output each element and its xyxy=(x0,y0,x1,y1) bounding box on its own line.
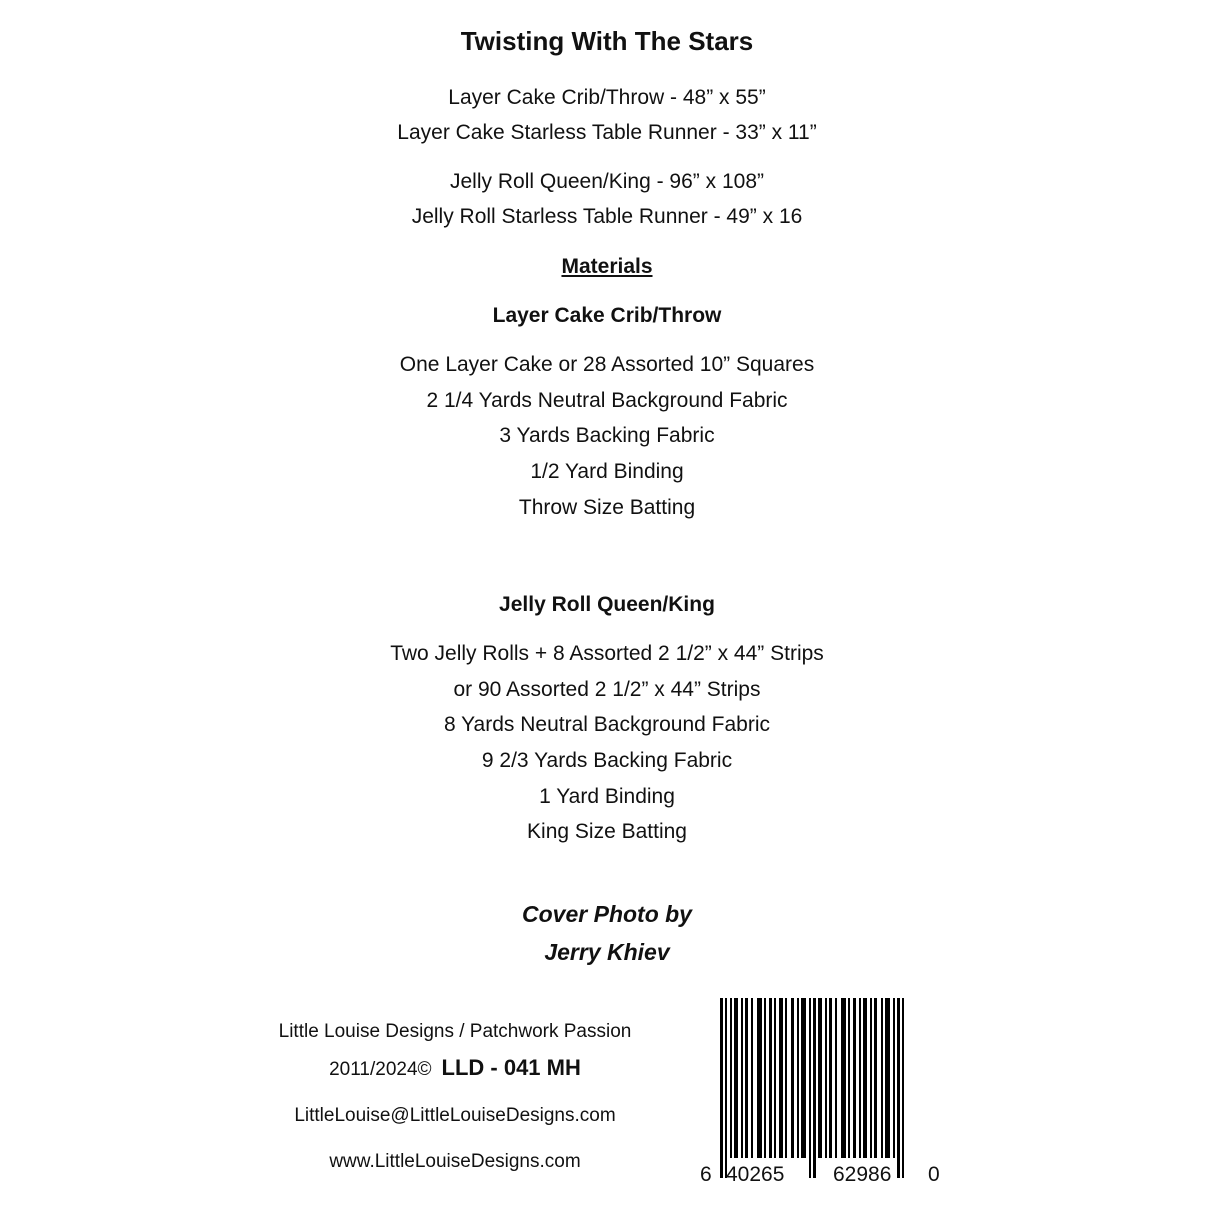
copyright-line xyxy=(205,1055,705,1081)
page-title: Twisting With The Stars xyxy=(460,26,754,56)
contact-email: LittleLouise@LittleLouiseDesigns.com xyxy=(294,1105,616,1126)
barcode-bar xyxy=(725,998,727,1178)
barcode-bar xyxy=(893,998,895,1158)
copyright-year: 2011/2024© xyxy=(329,1059,432,1080)
barcode-bar xyxy=(801,998,806,1158)
barcode-bar xyxy=(885,998,890,1158)
website-url: www.LittleLouiseDesigns.com xyxy=(329,1151,581,1172)
jelly-roll-material-item: or 90 Assorted 2 1/2” x 44” Strips xyxy=(453,678,761,701)
barcode-bar xyxy=(741,998,743,1158)
barcode-bar xyxy=(751,998,753,1158)
barcode-bar xyxy=(841,998,846,1158)
barcode-bar xyxy=(853,998,856,1158)
size-layer-cake-runner: Layer Cake Starless Table Runner - 33” x 11” xyxy=(397,121,817,144)
jelly-roll-material-item: King Size Batting xyxy=(527,820,687,843)
barcode-bar xyxy=(835,998,837,1158)
barcode-digit-group: 0 xyxy=(928,1163,940,1186)
barcode-bar xyxy=(881,998,883,1158)
barcode-bar xyxy=(859,998,861,1158)
barcode-bar xyxy=(797,998,799,1158)
jelly-roll-material-item: 9 2/3 Yards Backing Fabric xyxy=(481,749,733,772)
size-layer-cake-crib: Layer Cake Crib/Throw - 48” x 55” xyxy=(448,86,766,109)
cover-photo-credit-label: Cover Photo by xyxy=(522,901,692,927)
layer-cake-material-item: Throw Size Batting xyxy=(518,496,696,519)
barcode-bar xyxy=(791,998,794,1158)
jelly-roll-materials-title: Jelly Roll Queen/King xyxy=(499,593,715,616)
barcode-bar xyxy=(785,998,787,1158)
jelly-roll-material-item: 8 Yards Neutral Background Fabric xyxy=(443,713,771,736)
company-name: Little Louise Designs / Patchwork Passion xyxy=(278,1021,632,1042)
barcode-bar xyxy=(897,998,900,1178)
barcode-bar xyxy=(863,998,867,1158)
size-jelly-roll-queen: Jelly Roll Queen/King - 96” x 108” xyxy=(450,170,764,193)
barcode-bar xyxy=(809,998,811,1178)
barcode-bar xyxy=(730,998,732,1158)
barcode-bar xyxy=(874,998,877,1158)
barcode-bar xyxy=(734,998,738,1158)
layer-cake-material-item: 1/2 Yard Binding xyxy=(530,460,684,483)
barcode-bar xyxy=(870,998,872,1158)
pattern-code: LLD - 041 MH xyxy=(441,1055,581,1080)
barcode-digit-group: 6 xyxy=(700,1163,712,1186)
layer-cake-material-item: 2 1/4 Yards Neutral Background Fabric xyxy=(426,389,788,412)
barcode-bar xyxy=(902,998,904,1178)
barcode-bar xyxy=(779,998,783,1158)
materials-heading: Materials xyxy=(561,255,653,278)
barcode-bar xyxy=(848,998,850,1158)
size-jelly-roll-runner: Jelly Roll Starless Table Runner - 49” x 16 xyxy=(411,205,803,228)
jelly-roll-material-item: Two Jelly Rolls + 8 Assorted 2 1/2” x 44” Strips xyxy=(390,642,824,665)
barcode-bar xyxy=(757,998,762,1158)
barcode-bar xyxy=(829,998,832,1158)
barcode-bar xyxy=(720,998,723,1178)
jelly-roll-material-item: 1 Yard Binding xyxy=(539,785,675,808)
barcode-bar xyxy=(769,998,772,1158)
cover-photo-credit-name: Jerry Khiev xyxy=(544,939,670,965)
barcode-bar xyxy=(818,998,822,1158)
barcode-bar xyxy=(745,998,748,1158)
barcode-digit-group: 62986 xyxy=(833,1163,892,1186)
layer-cake-materials-title: Layer Cake Crib/Throw xyxy=(492,304,722,327)
barcode-bar xyxy=(764,998,766,1158)
layer-cake-material-item: One Layer Cake or 28 Assorted 10” Squares xyxy=(399,353,815,376)
barcode-bar xyxy=(825,998,827,1158)
barcode-bar xyxy=(813,998,816,1178)
barcode-bar xyxy=(774,998,776,1158)
layer-cake-material-item: 3 Yards Backing Fabric xyxy=(499,424,715,447)
barcode-digit-group: 40265 xyxy=(726,1163,785,1186)
